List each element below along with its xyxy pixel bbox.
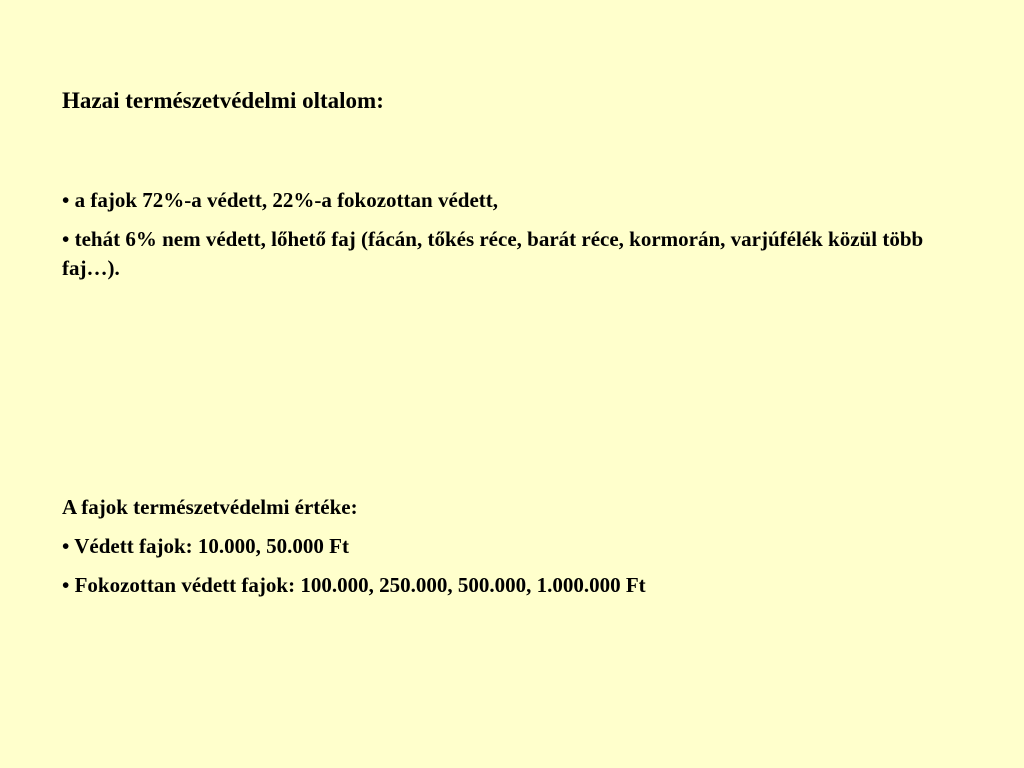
list-item-text: Fokozottan védett fajok: 100.000, 250.000, 500.000, 1.000.000 Ft [74,573,646,597]
bullet-icon: • [62,227,70,251]
list-item [62,571,962,600]
bullet-icon: • [62,573,70,597]
section1-list [62,186,962,283]
section1-title: Hazai természetvédelmi oltalom: [62,88,384,113]
section2-list [62,493,962,600]
list-item [62,186,962,215]
bullet-icon: • [62,188,70,212]
section2-title: A fajok természetvédelmi értéke: [62,495,358,519]
bullet-icon: • [62,534,70,558]
list-item-text: Védett fajok: 10.000, 50.000 Ft [74,534,349,558]
list-item-text: tehát 6% nem védett, lőhető faj (fácán, tőkés réce, barát réce, kormorán, varjúfélék közül több faj…). [62,227,924,280]
list-item [62,532,962,561]
list-item [62,225,962,283]
list-item-text: a fajok 72%-a védett, 22%-a fokozottan védett, [74,188,499,212]
